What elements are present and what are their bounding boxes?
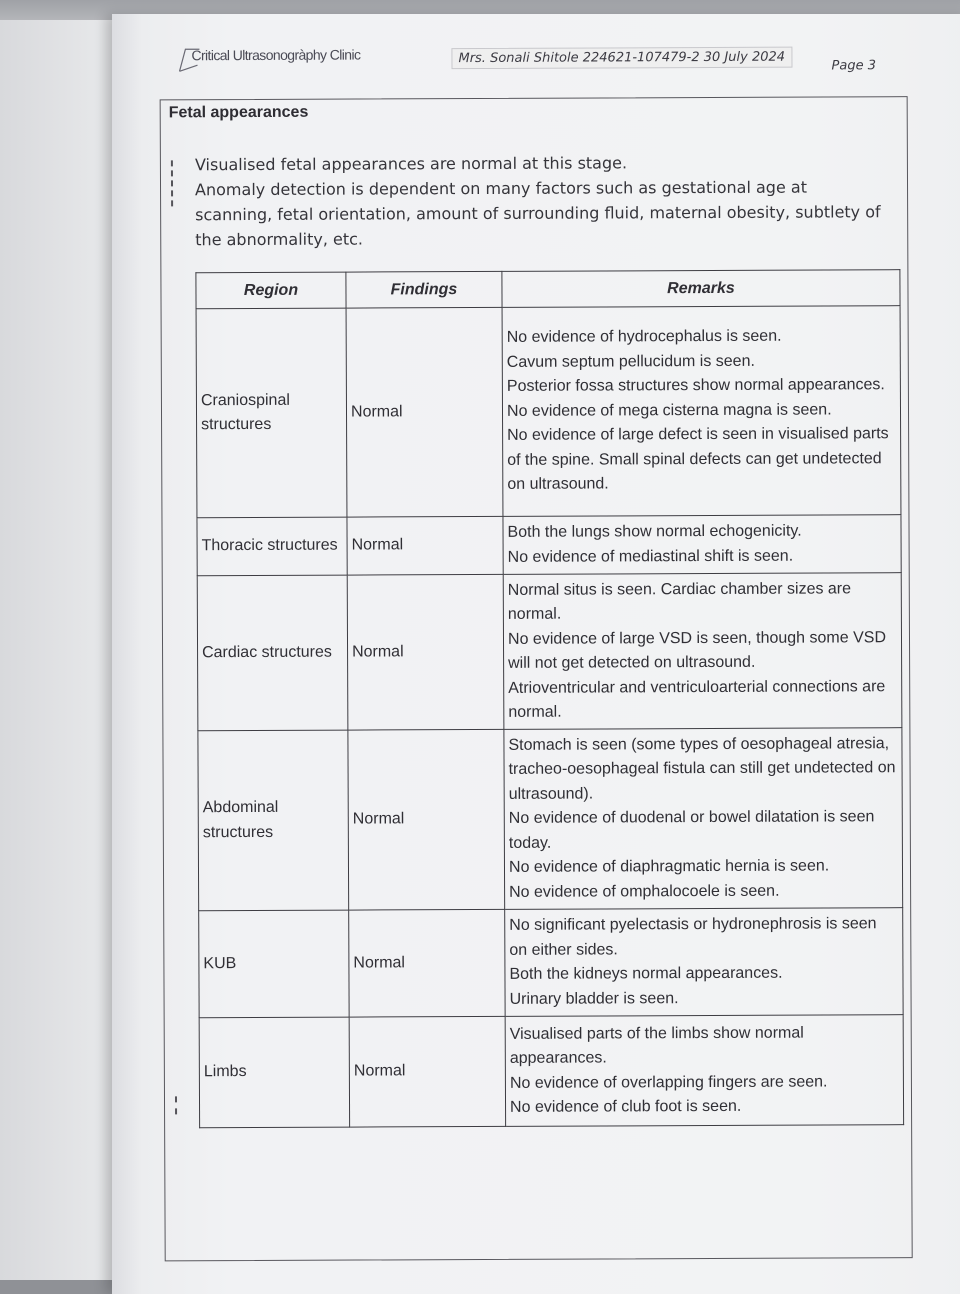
- remark-line: No evidence of club foot is seen.: [510, 1097, 742, 1116]
- table-row: [197, 515, 901, 576]
- region-cell: Limbs: [199, 1017, 349, 1128]
- finding-cell: Normal: [347, 516, 503, 575]
- remark-line: No evidence of hydrocephalus is seen.: [506, 327, 782, 347]
- remark-line: No evidence of large VSD is seen, though some VSD will not get detected on ultrasound.: [507, 628, 887, 672]
- remark-line: Both the lungs show normal echogenicity.: [507, 522, 802, 541]
- intro-line: Visualised fetal appearances are normal at this stage.: [194, 153, 628, 175]
- clinic-name: Critical Ultrasonogràphy Clinic: [191, 46, 361, 64]
- remark-line: No evidence of mega cisterna magna is seen.: [506, 401, 832, 420]
- remark-line: No evidence of diaphragmatic hernia is seen.: [508, 857, 830, 877]
- remark-line: Stomach is seen (some types of oesophageal atresia, tracheo-oesophageal fistula can still get undetected on ultrasound).: [508, 734, 896, 803]
- remark-line: Posterior fossa structures show normal appearances.: [506, 376, 885, 396]
- header-region: Region: [196, 272, 346, 309]
- remark-line: No significant pyelectasis or hydronephrosis is seen on either sides.: [509, 915, 877, 959]
- table-row: [199, 1015, 903, 1128]
- remark-line: No evidence of overlapping fingers are seen.: [509, 1072, 828, 1092]
- fetal-appearances-section: [160, 96, 913, 1261]
- table-row: [199, 908, 903, 1018]
- patient-info: Mrs. Sonali Shitole 224621-107479-2 30 July 2024: [451, 47, 792, 69]
- remark-line: Visualised parts of the limbs show normal appearances.: [509, 1024, 804, 1067]
- remark-line: Cavum septum pellucidum is seen.: [506, 352, 755, 371]
- remarks-cell: [504, 728, 903, 910]
- region-cell: Cardiac structures: [197, 575, 348, 731]
- remarks-cell: [505, 1015, 903, 1127]
- region-cell: KUB: [199, 910, 349, 1018]
- page-number: Page 3: [831, 58, 876, 74]
- margin-mark: [171, 160, 174, 206]
- remarks-cell: [503, 573, 902, 730]
- remark-line: Normal situs is seen. Cardiac chamber sizes are normal.: [507, 579, 852, 623]
- remarks-cell: [502, 306, 901, 517]
- remark-line: No evidence of omphalocoele is seen.: [509, 882, 780, 901]
- table-row: [196, 306, 901, 518]
- region-cell: Thoracic structures: [197, 517, 347, 576]
- remark-line: Both the kidneys normal appearances.: [509, 964, 783, 983]
- remark-line: No evidence of duodenal or bowel dilatation is seen today.: [508, 808, 875, 852]
- remark-line: No evidence of mediastinal shift is seen.: [507, 547, 794, 566]
- region-cell: Craniospinal structures: [196, 308, 347, 518]
- remark-line: Urinary bladder is seen.: [509, 989, 679, 1008]
- margin-mark: [175, 1096, 178, 1114]
- clinic-logo: [175, 42, 375, 77]
- page-header: [175, 38, 885, 81]
- finding-cell: Normal: [347, 574, 504, 730]
- intro-line: Anomaly detection is dependent on many factors such as gestational age at scanning, fetal orientation, amount of surrounding fluid, maternal obesity, subtlety of the abnormality, etc.: [194, 177, 881, 250]
- header-findings: Findings: [346, 271, 502, 308]
- remark-line: Atrioventricular and ventriculoarterial connections are normal.: [508, 677, 886, 721]
- remarks-cell: [505, 908, 903, 1017]
- header-remarks: Remarks: [502, 270, 900, 308]
- findings-table: [195, 269, 904, 1128]
- finding-cell: Normal: [349, 909, 505, 1017]
- region-cell: Abdominal structures: [198, 730, 349, 911]
- table-row: [198, 728, 903, 911]
- remark-line: No evidence of large defect is seen in visualised parts of the spine. Small spinal defects can get undetected on ultrasound.: [507, 425, 889, 494]
- remarks-cell: [503, 515, 901, 575]
- table-row: [197, 573, 902, 731]
- section-title: Fetal appearances: [168, 103, 309, 122]
- intro-text: [195, 149, 885, 252]
- finding-cell: Normal: [349, 1016, 505, 1127]
- finding-cell: Normal: [346, 307, 503, 517]
- finding-cell: Normal: [348, 729, 505, 910]
- table-header-row: [196, 270, 900, 309]
